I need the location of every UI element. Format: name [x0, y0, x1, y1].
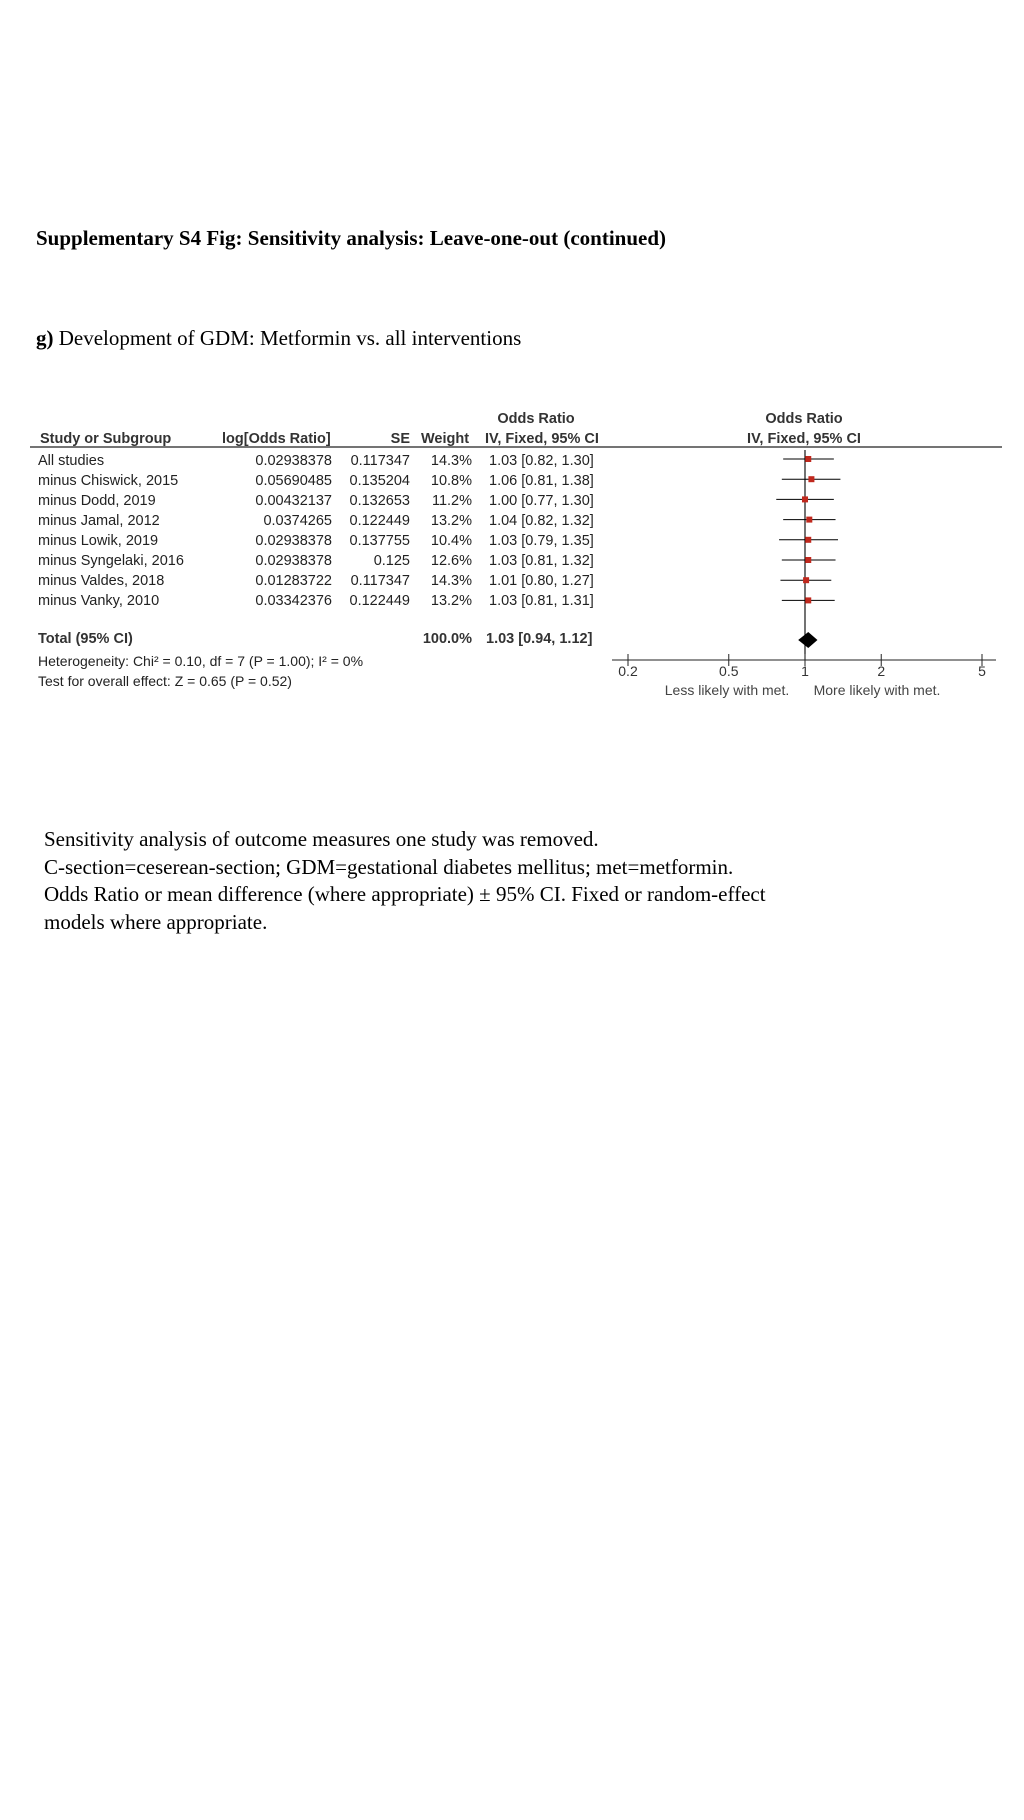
log-or-value: 0.02938378: [255, 553, 332, 569]
se-value: 0.117347: [350, 453, 410, 469]
total-label: Total (95% CI): [38, 631, 133, 647]
se-value: 0.135204: [349, 473, 410, 489]
header-plot-bottom: IV, Fixed, 95% CI: [747, 431, 861, 447]
left-direction-label: Less likely with met.: [664, 682, 790, 698]
ci-value: 1.03 [0.82, 1.30]: [489, 453, 594, 469]
point-estimate: [802, 496, 808, 502]
figure-notes: [44, 826, 944, 936]
weight-value: 10.4%: [430, 533, 472, 549]
header-weight: Weight: [421, 431, 470, 447]
study-name: minus Chiswick, 2015: [38, 473, 179, 489]
study-name: All studies: [38, 453, 105, 469]
point-estimate: [805, 456, 811, 462]
ci-value: 1.03 [0.81, 1.32]: [489, 553, 594, 569]
x-tick-label: 5: [978, 663, 986, 679]
x-tick-label: 0.2: [618, 663, 638, 679]
weight-value: 14.3%: [430, 573, 472, 589]
study-name: minus Vanky, 2010: [38, 593, 160, 609]
point-estimate: [806, 517, 812, 523]
header-plot-top: Odds Ratio: [765, 411, 843, 427]
panel-label: Development of GDM: Metformin vs. all interventions: [58, 326, 522, 350]
point-estimate: [805, 537, 811, 543]
note-line: Sensitivity analysis of outcome measures one study was removed.: [44, 827, 599, 851]
note-line: C-section=ceserean-section; GDM=gestational diabetes mellitus; met=metformin.: [44, 854, 734, 879]
point-estimate: [805, 597, 811, 603]
se-value: 0.117347: [350, 573, 410, 589]
log-or-value: 0.05690485: [255, 473, 332, 489]
ci-value: 1.06 [0.81, 1.38]: [489, 473, 594, 489]
weight-value: 12.6%: [430, 553, 472, 569]
log-or-value: 0.02938378: [255, 453, 332, 469]
log-or-value: 0.01283722: [255, 573, 332, 589]
weight-value: 11.2%: [431, 493, 472, 509]
log-or-value: 0.03342376: [255, 593, 332, 609]
se-value: 0.122449: [349, 513, 410, 529]
point-estimate: [803, 577, 809, 583]
se-value: 0.132653: [349, 493, 410, 509]
total-weight: 100.0%: [422, 631, 472, 647]
weight-value: 13.2%: [430, 593, 472, 609]
header-study: Study or Subgroup: [40, 431, 172, 447]
header-or-bottom: IV, Fixed, 95% CI: [485, 431, 599, 447]
log-or-value: 0.0374265: [263, 513, 332, 529]
panel-letter: g): [36, 326, 54, 350]
ci-value: 1.04 [0.82, 1.32]: [489, 513, 594, 529]
total-diamond: [798, 632, 817, 648]
weight-value: 13.2%: [430, 513, 472, 529]
ci-value: 1.01 [0.80, 1.27]: [489, 573, 594, 589]
point-estimate: [805, 557, 811, 563]
figure-title: Supplementary S4 Fig: Sensitivity analysis: Leave-one-out (continued): [36, 226, 667, 250]
study-name: minus Valdes, 2018: [38, 573, 165, 589]
se-value: 0.125: [373, 553, 410, 569]
header-or-top: Odds Ratio: [497, 411, 575, 427]
ci-value: 1.03 [0.81, 1.31]: [489, 593, 594, 609]
point-estimate: [808, 476, 814, 482]
se-value: 0.137755: [349, 533, 410, 549]
overall-effect-text: Test for overall effect: Z = 0.65 (P = 0.52): [38, 673, 292, 689]
weight-value: 14.3%: [430, 453, 472, 469]
study-name: minus Syngelaki, 2016: [38, 553, 184, 569]
ci-value: 1.03 [0.79, 1.35]: [489, 533, 594, 549]
note-line: models where appropriate.: [44, 909, 268, 934]
study-name: minus Lowik, 2019: [38, 533, 159, 549]
x-tick-label: 0.5: [719, 663, 739, 679]
note-line: Odds Ratio or mean difference (where appropriate) ± 95% CI. Fixed or random-effect: [44, 882, 766, 906]
total-ci: 1.03 [0.94, 1.12]: [486, 631, 593, 647]
forest-plot: [0, 0, 1024, 720]
header-log-or: log[Odds Ratio]: [222, 431, 331, 447]
x-tick-label: 2: [877, 663, 886, 679]
se-value: 0.122449: [349, 593, 410, 609]
header-se: SE: [390, 431, 410, 447]
study-name: minus Jamal, 2012: [38, 513, 160, 529]
heterogeneity-text: Heterogeneity: Chi² = 0.10, df = 7 (P = 1.00); I² = 0%: [38, 653, 364, 669]
weight-value: 10.8%: [430, 473, 472, 489]
right-direction-label: More likely with met.: [813, 682, 941, 698]
log-or-value: 0.00432137: [255, 493, 332, 509]
ci-value: 1.00 [0.77, 1.30]: [489, 493, 594, 509]
log-or-value: 0.02938378: [255, 533, 332, 549]
study-name: minus Dodd, 2019: [38, 493, 156, 509]
x-tick-label: 1: [801, 663, 809, 679]
